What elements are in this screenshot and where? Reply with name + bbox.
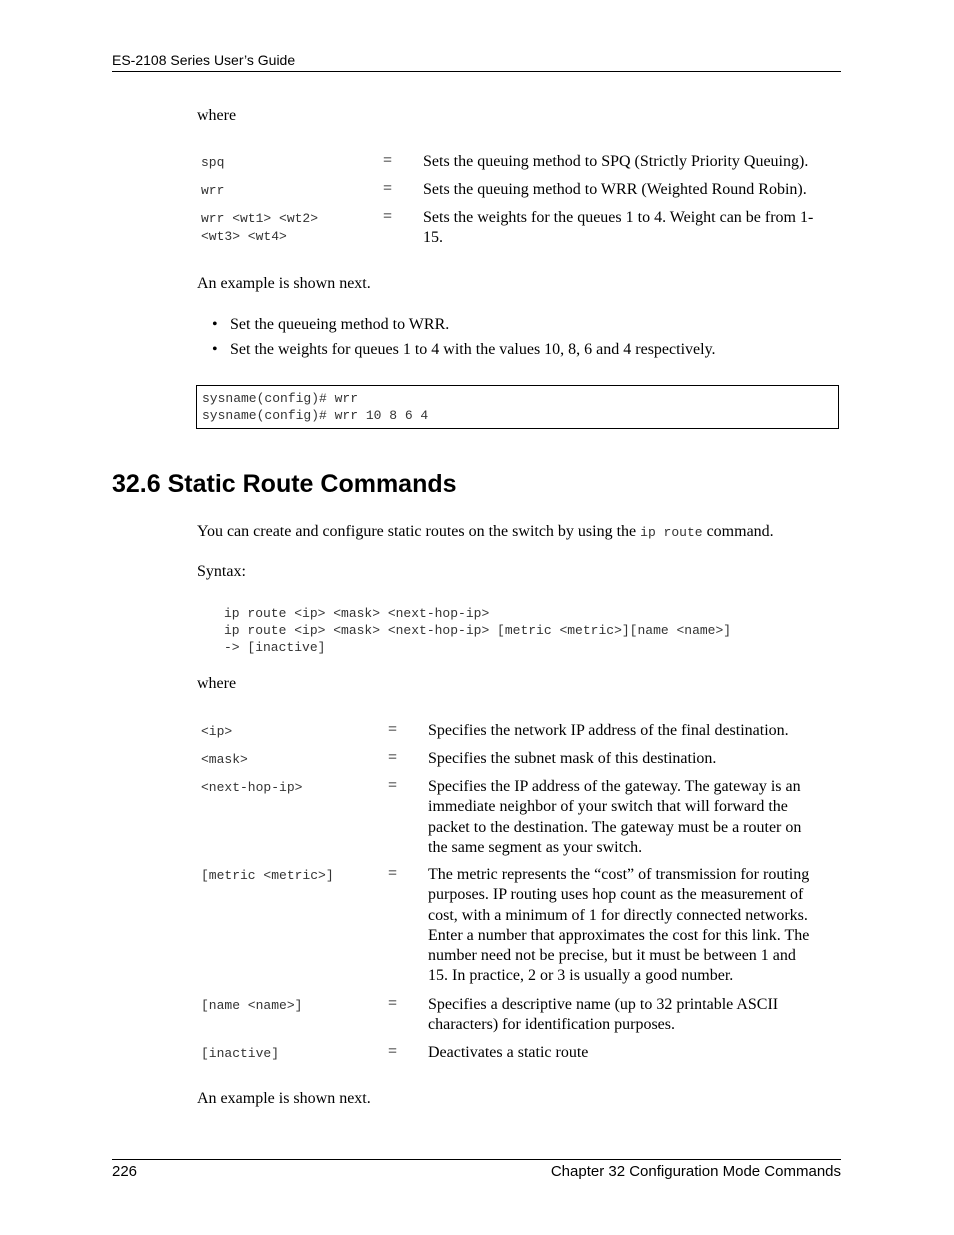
description	[428, 721, 789, 741]
description-line: Specifies a descriptive name (up to 32 printable ASCII	[428, 996, 779, 1013]
description-line: Specifies the network IP address of the final destination.	[428, 722, 789, 739]
term-line: wrr <wt1> <wt2>	[201, 211, 319, 226]
page-number: 226	[112, 1163, 138, 1180]
table-row	[197, 721, 842, 749]
description-line: purposes. IP routing uses hop count as the measurement of	[428, 886, 804, 904]
syntax-line: ip route <ip> <mask> <next-hop-ip> [metric <metric>][name <name>]	[224, 623, 732, 638]
description: Sets the queuing method to SPQ (Strictly Priority Queuing).	[423, 153, 809, 170]
table-row	[197, 865, 842, 995]
description: Sets the queuing method to WRR (Weighted Round Robin).	[423, 181, 807, 198]
term	[201, 210, 381, 246]
intro-text: You can create and configure static routes on the switch by using the	[197, 523, 641, 540]
description-line: Sets the weights for the queues 1 to 4. Weight can be from 1-	[423, 209, 814, 226]
description-line: Specifies the IP address of the gateway. The gateway is an	[428, 778, 801, 795]
route-options-table	[197, 721, 842, 1071]
equals-sign: =	[388, 995, 398, 1012]
description	[428, 1043, 588, 1063]
table-row	[197, 995, 842, 1043]
equals-sign: =	[388, 1043, 398, 1060]
example-intro: An example is shown next.	[197, 275, 371, 292]
term: <mask>	[201, 752, 248, 767]
description	[423, 208, 813, 249]
equals-sign: =	[383, 208, 393, 225]
description-line: 15.	[423, 229, 443, 247]
inline-code: ip route	[640, 525, 703, 540]
where-label: where	[197, 107, 237, 124]
bullet-icon: •	[212, 341, 218, 358]
list-item-text: Set the weights for queues 1 to 4 with the values 10, 8, 6 and 4 respectively.	[230, 341, 716, 358]
list-item-text: Set the queueing method to WRR.	[230, 316, 450, 333]
term: <ip>	[201, 724, 233, 739]
term: <next-hop-ip>	[201, 780, 303, 795]
table-row	[197, 180, 842, 208]
chapter-title: Chapter 32 Configuration Mode Commands	[550, 1163, 841, 1180]
description-line: The metric represents the “cost” of transmission for routing	[428, 866, 810, 883]
page-header	[112, 52, 841, 72]
term-line: <wt3> <wt4>	[201, 229, 287, 244]
where-label: where	[197, 675, 237, 692]
description-line: immediate neighbor of your switch that will forward the	[428, 798, 788, 816]
syntax-label: Syntax:	[197, 563, 246, 580]
syntax-line: ip route <ip> <mask> <next-hop-ip>	[224, 606, 490, 621]
description-line: Deactivates a static route	[428, 1044, 589, 1061]
description-line: Enter a number that approximates the cost for this link. The	[428, 926, 810, 944]
table-row	[197, 152, 842, 180]
term: [metric <metric>]	[201, 868, 334, 883]
description-line: the same segment as your switch.	[428, 838, 643, 856]
equals-sign: =	[388, 721, 398, 738]
term: [name <name>]	[201, 998, 303, 1013]
description	[428, 777, 801, 858]
example-intro: An example is shown next.	[197, 1090, 371, 1107]
page-footer	[112, 1159, 841, 1180]
term: wrr	[201, 183, 225, 198]
table-row	[197, 208, 842, 252]
code-example-box	[196, 385, 839, 429]
description	[428, 995, 778, 1036]
description	[428, 749, 716, 769]
description-line: packet to the destination. The gateway must be a router on	[428, 818, 802, 836]
equals-sign: =	[388, 749, 398, 766]
section-intro	[197, 523, 774, 541]
description-line: characters) for identification purposes.	[428, 1016, 676, 1034]
description-line: number need not be precise, but it must be between 1 and	[428, 947, 796, 965]
table-row	[197, 777, 842, 865]
description	[428, 865, 809, 987]
syntax-line: -> [inactive]	[224, 640, 326, 655]
code-line: sysname(config)# wrr 10 8 6 4	[202, 408, 429, 423]
intro-text: command.	[702, 523, 774, 540]
description-line: 15. In practice, 2 or 3 is usually a good number.	[428, 967, 734, 985]
table-row	[197, 749, 842, 777]
equals-sign: =	[383, 180, 393, 197]
term: [inactive]	[201, 1046, 280, 1061]
equals-sign: =	[383, 152, 393, 169]
description-line: Specifies the subnet mask of this destination.	[428, 750, 717, 767]
table-row	[197, 1043, 842, 1071]
equals-sign: =	[388, 865, 398, 882]
term: spq	[201, 155, 225, 170]
header-title: ES-2108 Series User’s Guide	[112, 52, 296, 68]
queue-options-table	[197, 152, 842, 252]
code-line: sysname(config)# wrr	[202, 391, 359, 406]
section-heading: 32.6 Static Route Commands	[112, 470, 457, 498]
description-line: cost, with a minimum of 1 for directly connected networks.	[428, 906, 808, 924]
bullet-icon: •	[212, 316, 218, 333]
equals-sign: =	[388, 777, 398, 794]
